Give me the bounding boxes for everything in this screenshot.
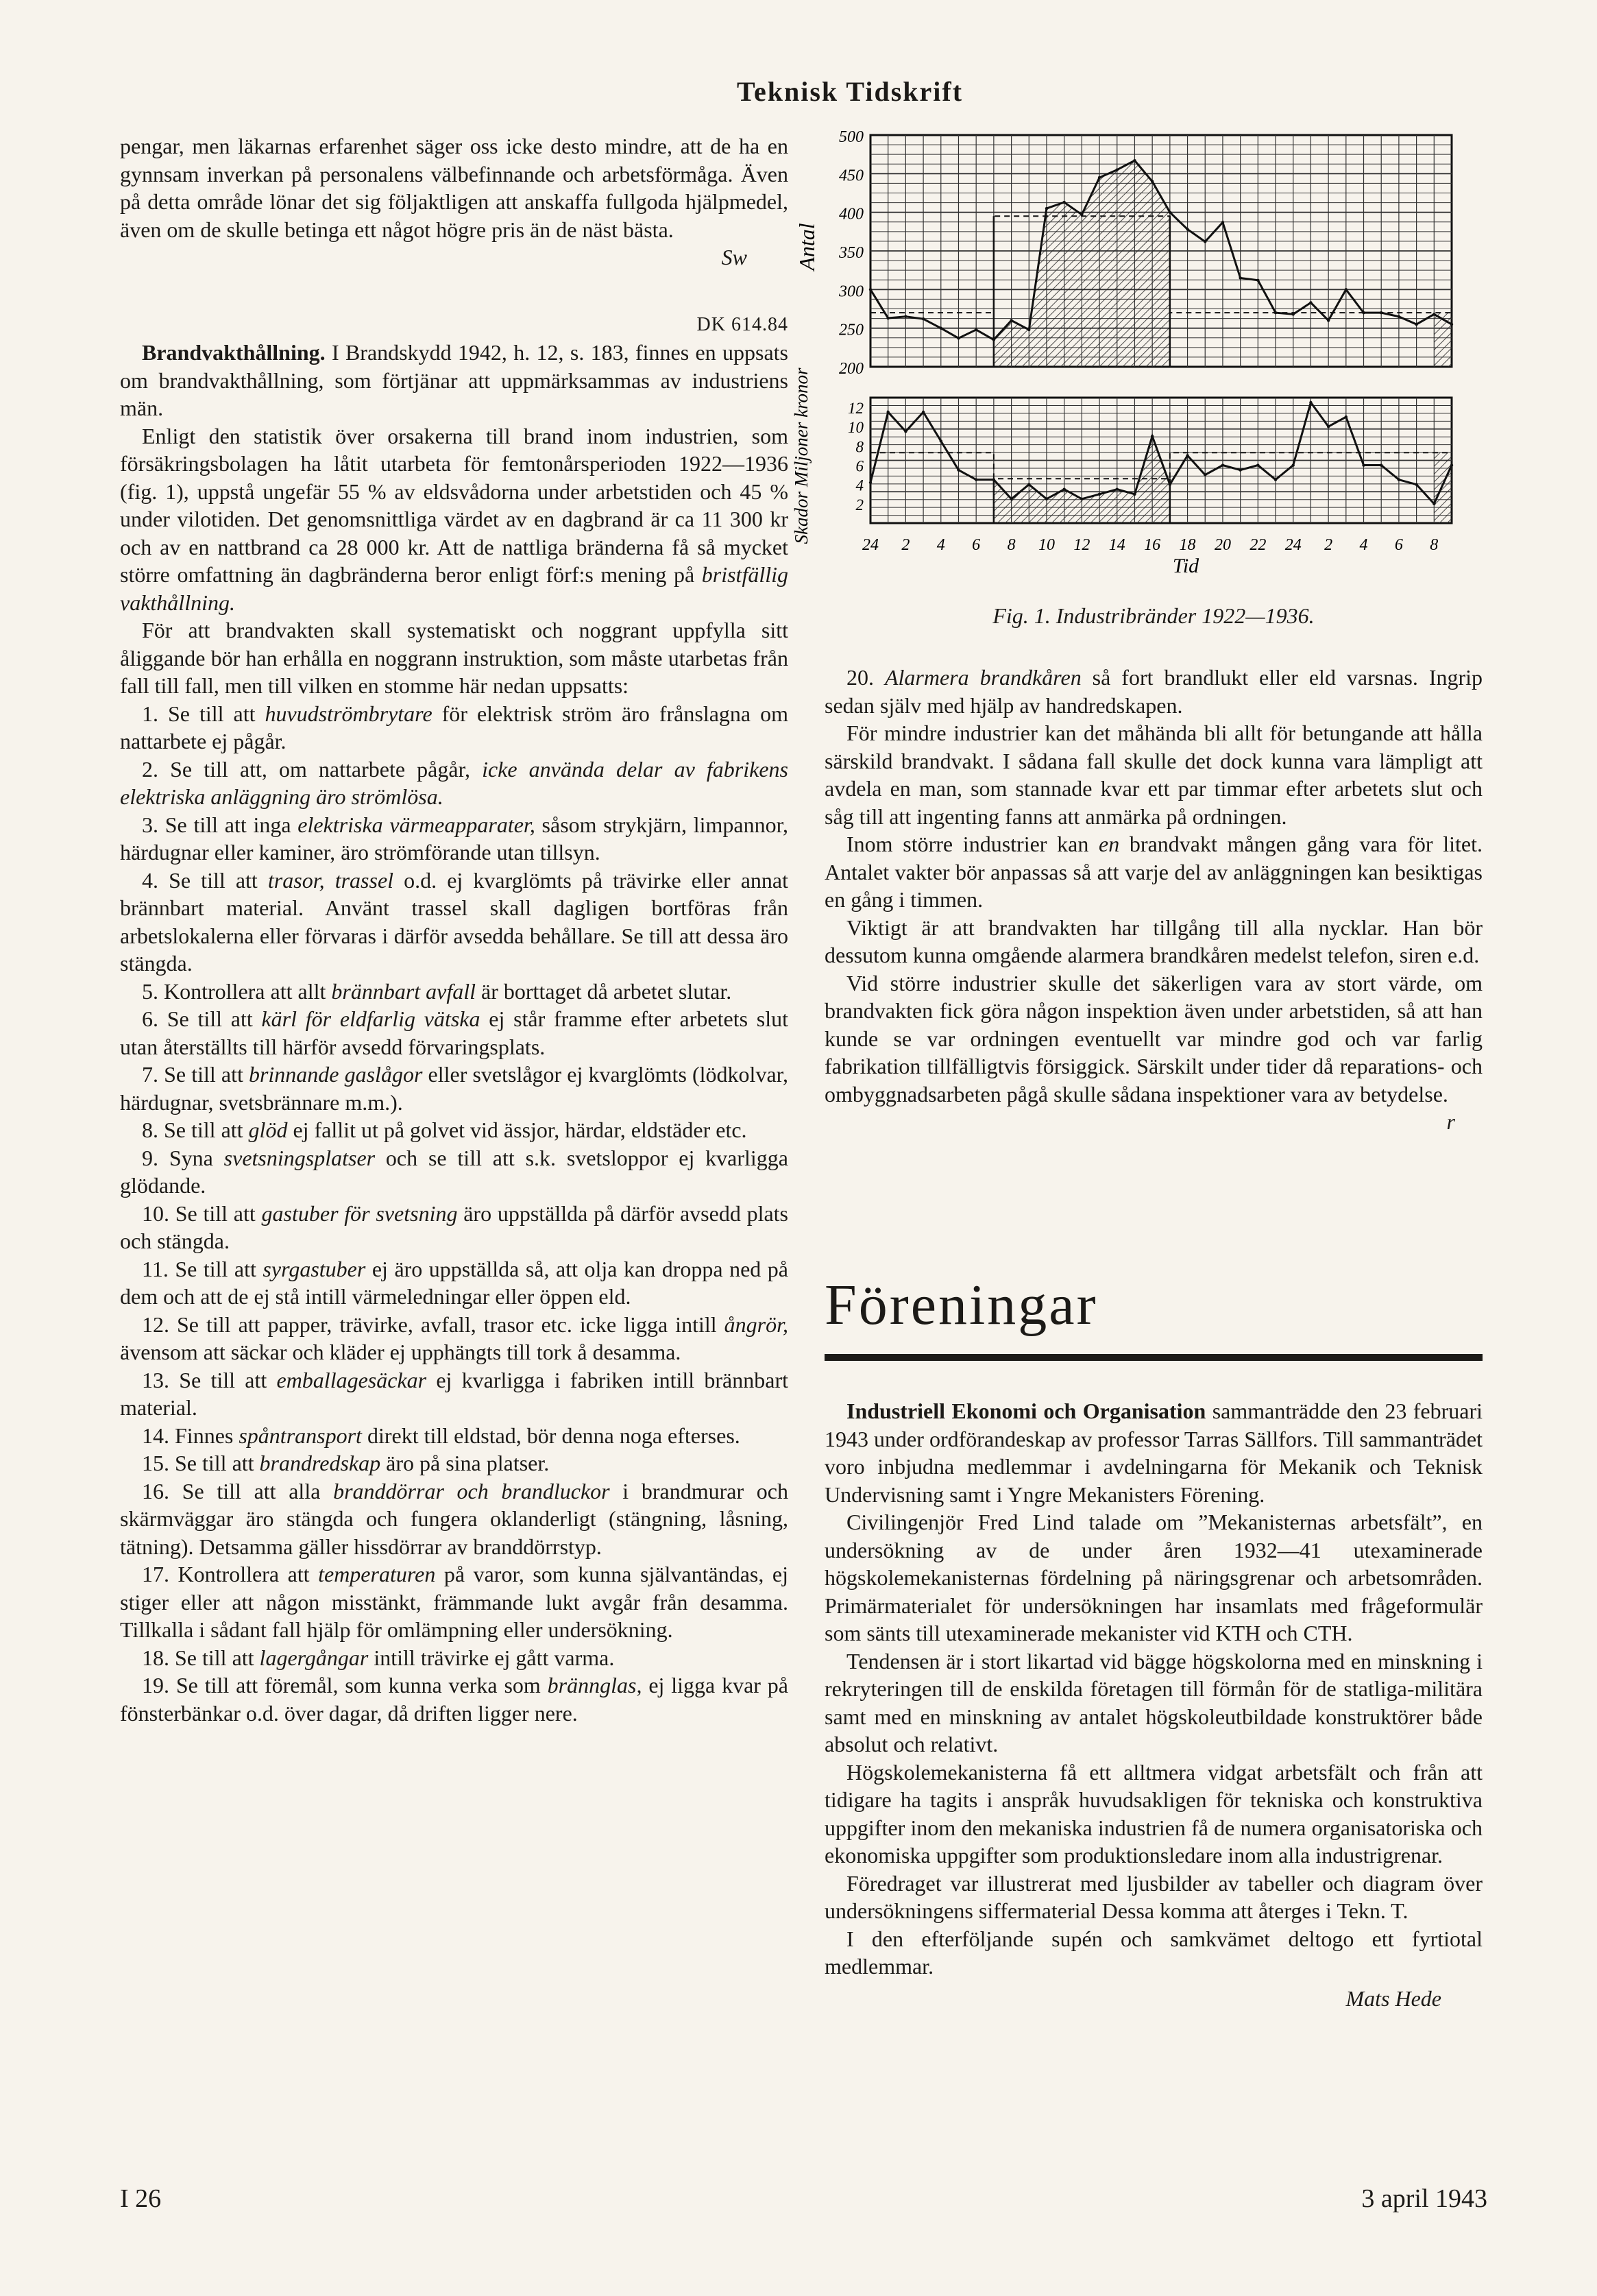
instruction-item-text-end: så fort brandlukt eller eld varsnas. Ingrip sedan själv med hjälp av handredskapen. (825, 665, 1483, 718)
upper-panel-point (1292, 313, 1295, 315)
instruction-item-emphasis: branddörrar och brandluckor (333, 1478, 610, 1503)
instruction-item-emphasis: brännglas, (547, 1673, 642, 1697)
instruction-item-text-end: ej fallit ut på golvet vid ässjor, härdar, eldstäder etc. (287, 1117, 747, 1142)
instruction-item (120, 700, 788, 756)
upper-panel-point (1362, 311, 1365, 314)
upper-panel-point (957, 337, 960, 339)
right-column (825, 664, 1483, 1136)
issue-date: 3 april 1943 (1361, 2184, 1487, 2213)
lower-panel-point (1239, 468, 1241, 471)
instruction-item-text: 10. Se till att (142, 1200, 262, 1226)
upper-panel-point (975, 328, 977, 331)
upper-y-tick-label: 400 (839, 205, 864, 223)
upper-panel-point (1327, 319, 1330, 322)
upper-panel-point (1380, 311, 1382, 314)
upper-panel-point (869, 288, 872, 291)
upper-panel-point (1309, 301, 1312, 304)
lower-panel-point (1309, 401, 1312, 404)
meeting-paragraph (825, 1397, 1483, 1508)
instruction-item-emphasis: kärl för eldfarlig vätska (261, 1006, 480, 1031)
instruction-item-text: 17. Kontrollera att (142, 1562, 319, 1586)
instruction-item-text: 14. Finnes (142, 1423, 239, 1448)
x-tick-label: 6 (1394, 536, 1403, 554)
instruction-item-emphasis: temperaturen (318, 1562, 436, 1586)
instruction-item-emphasis: ångrör, (724, 1312, 788, 1337)
lower-panel-point (1080, 498, 1083, 500)
upper-panel-point (886, 317, 889, 319)
lower-panel-point (1045, 498, 1048, 500)
fire-statistics-chart (788, 127, 1487, 579)
x-tick-label: 8 (1430, 536, 1439, 554)
instruction-item-emphasis: gastuber för svetsning (261, 1200, 458, 1226)
instruction-item-text: 4. Se till att (142, 867, 268, 893)
upper-panel-point (1415, 323, 1417, 326)
upper-panel-point (1345, 288, 1348, 291)
instruction-item-text-end: äro uppställda på därför avsedd plats och stängda. (120, 1200, 789, 1253)
lower-panel-point (992, 478, 995, 481)
keys-paragraph: Viktigt är att brandvakten har tillgång till alla nycklar. Han bör dessutom kunna omgående alarmera brandkåren medelst telefon, siren e.d. (825, 915, 1483, 967)
lower-panel-point (957, 468, 960, 471)
instruction-item-text-end: är borttaget då arbetet slutar. (476, 978, 732, 1004)
lower-panel-point (904, 430, 907, 433)
article-intro-paragraph (120, 339, 788, 422)
instruction-item-emphasis: Alarmera brandkåren (884, 665, 1082, 690)
instruction-item-emphasis: emballagesäckar (276, 1367, 427, 1392)
instruction-item-text-end: eller svetslågor ej kvarglömts (lödkolvar, härdugnar, svetsbrännare m.m.). (120, 1062, 789, 1115)
intro-paragraph: pengar, men läkarnas erfarenhet säger oss icke desto mindre, att de ha en gynnsam inverkan på personalens välbefinnande och arbetsförmåga. Även på detta område lönar det sig följaktligen att anskaffa fullgoda hjälpmedel, även om de skulle betinga ett något högre pris än de näst bästa. (120, 134, 788, 242)
instruction-item-text-end: ej äro uppställda så, att olja kan droppa ned på dem och att de ej stå intill värmeledningar eller öppen eld. (120, 1256, 789, 1309)
instruction-item-emphasis: brännbart avfall (331, 978, 476, 1004)
lower-panel-point (1450, 463, 1453, 466)
field-paragraph: Högskolemekanisterna få ett alltmera vidgat arbetsfält och från att tidigare ha tagits i anspråk huvudsakligen för tekniska och konstruktiva uppgifter inom den mekaniska industrien få de numera organisatoriska och ekonomiska uppgifter som produktionsledare inom alla industrigrenar. (825, 1759, 1483, 1868)
instruction-item-text: 8. Se till att (142, 1117, 249, 1142)
left-column (120, 132, 788, 1727)
instruction-item-emphasis: svetsningsplatser (223, 1145, 376, 1170)
section-title: Föreningar (825, 1273, 1098, 1337)
x-tick-label: 20 (1214, 536, 1231, 554)
instruction-list-continued (825, 664, 1483, 719)
lower-panel-point (940, 439, 942, 442)
instruction-item-emphasis: glöd (248, 1117, 288, 1142)
x-tick-label: 12 (1073, 536, 1090, 554)
x-tick-label: 2 (901, 536, 910, 554)
lower-panel-point (1221, 463, 1224, 466)
organisation-name: Industriell Ekonomi och Organisation (846, 1399, 1206, 1423)
x-tick-label: 22 (1249, 536, 1267, 554)
x-tick-label: 6 (972, 536, 981, 554)
x-tick-label: 24 (1284, 536, 1302, 554)
upper-panel-point (1116, 169, 1119, 171)
instruction-item-text: 3. Se till att inga (142, 812, 298, 837)
instruction-item (120, 1644, 788, 1672)
instruction-item-text: 18. Se till att (142, 1645, 260, 1670)
instruction-item-emphasis: brandredskap (259, 1451, 381, 1475)
upper-panel-point (1398, 315, 1400, 318)
lower-panel-point (1133, 493, 1136, 496)
upper-y-tick-label: 350 (839, 244, 864, 262)
lower-panel-point (1098, 493, 1101, 496)
lower-panel-point (1151, 435, 1154, 437)
instruction-item-text-end: ävensom att säckar och kläder ej upphängts till tork å desamma. (120, 1340, 681, 1364)
instruction-item (120, 811, 788, 867)
instruction-item-text: 2. Se till att, om nattarbete pågår, (142, 756, 483, 782)
small-industry-paragraph: För mindre industrier kan det måhända bli allt för betungande att hålla särskild brandvakt. I sådana fall skulle det dock kunna vara lämpligt att avdela en man, som stannade kvar ett par timmar efter arbetets slut och såg till att ingenting fanns att anmärka på ordningen. (825, 721, 1483, 829)
instruction-list (120, 700, 788, 1728)
large-industry-paragraph (825, 830, 1483, 914)
upper-panel-point (940, 326, 942, 329)
lower-panel-point (1398, 478, 1400, 481)
upper-panel-point (1062, 201, 1065, 204)
upper-panel-point (1027, 328, 1030, 331)
large-industry-emphasis: en (1099, 832, 1120, 856)
instruction-item-text-end: i brandmurar och skärmväggar äro stängda och fungera oklanderligt (stängning, låsning, tätning). Detsamma gäller hissdörrar av branddörrstyp. (120, 1478, 789, 1559)
instruction-item (120, 1449, 788, 1477)
instruction-item-text: 6. Se till att (142, 1006, 262, 1031)
figure-caption: Fig. 1. Industribränder 1922—1936. (992, 603, 1315, 628)
lower-panel-point (1380, 463, 1382, 466)
article-intro-text: I Brandskydd 1942, h. 12, s. 183, finnes en uppsats om brandvakthållning, som förtjänar att uppmärksammas av industriens män. (120, 340, 788, 420)
lower-y-tick-label: 8 (855, 438, 864, 456)
tendency-paragraph: Tendensen är i stort likartad vid bägge högskolorna med en minskning i rekryteringen till de enskilda företagen till förmån för de statliga-militära samt med en minskning av antalet högskoleutbildade konstruktörer både absolut och relativt. (825, 1648, 1483, 1756)
x-tick-label: 14 (1108, 536, 1125, 554)
instruction-item-text-end: intill trävirke ej gått varma. (368, 1645, 615, 1670)
x-tick-label: 10 (1038, 536, 1055, 554)
upper-panel-point (1133, 159, 1136, 162)
instruction-item (120, 867, 788, 978)
instruction-item (120, 1560, 788, 1644)
upper-panel-point (1221, 221, 1224, 223)
instruction-item-text-end: o.d. ej kvarglömts på trävirke eller annat brännbart material. Använt trassel skall dagligen bortföras från arbetslokalerna eller förvaras i därför avsedda behållare. Se till att dessa äro stängda. (120, 867, 789, 976)
slides-paragraph: Föredraget var illustrerat med ljusbilder av tabeller och diagram över undersökningens siffermaterial Dessa komma att återges i Tekn. T. (825, 1870, 1483, 1923)
x-tick-label: 8 (1007, 536, 1016, 554)
upper-panel-point (904, 315, 907, 318)
foreningar-column (825, 1397, 1483, 2012)
upper-y-tick-label: 200 (839, 360, 864, 378)
x-tick-label: 24 (862, 536, 879, 554)
instruction-item-text-end: ej kvarligga i fabriken intill brännbart material. (120, 1367, 788, 1420)
upper-y-axis-label: Antal (794, 223, 819, 271)
upper-panel-point (1186, 228, 1188, 230)
lower-panel-point (1062, 488, 1065, 491)
upper-panel-point (1256, 279, 1259, 282)
lower-panel-point (1327, 425, 1330, 428)
upper-y-tick-label: 250 (839, 321, 864, 339)
lower-panel-point (1204, 473, 1206, 476)
instruction-item-text-end: ej ligga kvar på fönsterbänkar o.d. över dagar, då driften ligger nere. (120, 1673, 789, 1726)
statistics-text: Enligt den statistik över orsakerna till brand inom industrien, som försäkringsbolagen ha låtit utarbeta för femtonårsperioden 1922—1936 (fig. 1), uppstå ungefär 55 % av eldsvådorna under arbetstiden och 45 % under vilotiden. Det genomsnittliga värdet av en dagbrand är ca 11 300 kr och av en nattbrand ca 28 000 kr. Att de nattliga bränderna få så mycket större omfattning än dagbränderna beror enligt förf:s mening på (120, 423, 788, 587)
inspection-text: Vid större industrier skulle det säkerligen vara av stort värde, om brandvakten fick göra någon inspektion även under arbetstiden, så att han kunde se var ordningen eventuellt var mindre god och var farlig fabrikation tillfälligtvis försiggick. Särskilt under tider då reparations- och ombyggnadsarbeten pågå skulle sådana inspektioner vara av betydelse. (825, 970, 1483, 1107)
instruction-item-text: 5. Kontrollera att allt (142, 978, 332, 1004)
instruction-item-text-end: ej står framme efter arbetets slut utan återställts till härför avsedd förvaringsplats. (120, 1006, 789, 1059)
upper-panel-point (1098, 176, 1101, 179)
instruction-item-text: 11. Se till att (142, 1256, 263, 1281)
instruction-item-text: 1. Se till att (142, 701, 265, 726)
instruction-item-text-end: på varor, som kunna självantändas, ej stiger eller att någon misstänkt, främmande lukt avgår från desamma. Tillkalla i sådant fall hjälp för omlämpning eller undersökning. (120, 1562, 788, 1642)
lower-panel-point (1186, 454, 1188, 457)
instruction-item (120, 1255, 788, 1311)
upper-panel-point (1045, 207, 1048, 210)
instruction-item-text: 7. Se till att (142, 1062, 249, 1087)
x-tick-label: 4 (1359, 536, 1368, 554)
intro-signature: Sw (721, 245, 747, 269)
x-axis-label: Tid (1172, 555, 1199, 577)
instruction-item (120, 1061, 788, 1116)
lower-y-axis-label (791, 367, 812, 544)
lower-panel-point (869, 481, 872, 484)
x-tick-label: 4 (936, 536, 945, 554)
instruction-item-text-end: och se till att s.k. svetsloppor ej kvarligga glödande. (120, 1145, 789, 1198)
instruction-item-text: 13. Se till att (142, 1367, 277, 1392)
instruction-item (120, 1671, 788, 1727)
supper-paragraph: I den efterföljande supén och samkvämet deltogo ett fyrtiotal medlemmar. (825, 1926, 1483, 1979)
lower-panel-point (1433, 503, 1435, 505)
upper-panel-point (992, 338, 995, 341)
instruction-item (120, 1200, 788, 1255)
instruction-item-emphasis: icke använda delar av fabrikens elektriska anläggning äro strömlösa. (120, 756, 789, 809)
lower-panel-point (1169, 483, 1171, 485)
lower-y-tick-label: 12 (848, 400, 864, 418)
lower-panel-point (886, 411, 889, 413)
lower-y-tick-label: 4 (855, 476, 864, 494)
upper-panel-point (1450, 323, 1453, 326)
instruction-item (120, 1422, 788, 1450)
large-industry-text: Inom större industrier kan (846, 832, 1099, 856)
meeting-text: sammanträdde den 23 februari 1943 under ordförandeskap av professor Tarras Sällfors. Till sammanträdet voro inbjudna medlemmar i avdelningarna för Mekanik och Teknisk Undervisning samt i Yngre Mekanisters Förening. (825, 1399, 1483, 1507)
upper-panel-point (1169, 210, 1171, 213)
instruction-item-text-end: för elektrisk ström äro frånslagna om nattarbete ej pågår. (120, 701, 788, 753)
instruction-item-text: 16. Se till att alla (142, 1478, 334, 1503)
running-header (0, 75, 1597, 108)
large-industry-text-end: brandvakt mången gång vara för litet. Antalet vakter bör anpassas så att varje del av anläggningen kan besiktigas en gång i timmen. (825, 832, 1483, 912)
statistics-paragraph (120, 422, 788, 617)
instruction-item (120, 1477, 788, 1561)
foreningar-signature: Mats Hede (1345, 1985, 1441, 2011)
instruction-item-text: 15. Se till att (142, 1451, 260, 1475)
x-tick-label: 2 (1324, 536, 1333, 554)
upper-panel-point (1080, 213, 1083, 216)
upper-panel-point (922, 317, 925, 320)
inspection-paragraph (825, 969, 1483, 1134)
instruction-item-emphasis: elektriska värmeapparater, (297, 812, 535, 837)
lower-panel-point (1415, 483, 1417, 485)
instruction-item-text-end: direkt till eldstad, bör denna noga efterses. (361, 1423, 740, 1448)
lower-panel-point (922, 411, 925, 413)
instruction-item (120, 1144, 788, 1200)
article-title: Brandvakthållning. (142, 340, 326, 365)
instruction-item-emphasis: syrgastuber (263, 1256, 366, 1281)
section-rule (825, 1354, 1483, 1361)
instruction-item-text: 20. (846, 665, 885, 690)
upper-panel-point (1433, 313, 1435, 315)
dk-classification: DK 614.84 (696, 313, 788, 335)
upper-panel-point (1204, 240, 1206, 243)
instruction-item (120, 1311, 788, 1366)
lower-panel-point (1010, 498, 1012, 500)
instruction-item (120, 1116, 788, 1144)
instruction-item-text-end: äro på sina platser. (380, 1451, 550, 1475)
upper-panel-point (1274, 311, 1277, 314)
instruction-item (120, 756, 788, 811)
lower-y-tick-label: 2 (855, 496, 864, 513)
instruction-item (825, 664, 1483, 719)
lower-panel-point (1116, 488, 1119, 491)
instruction-item-emphasis: spåntransport (239, 1423, 362, 1448)
upper-y-tick-label: 300 (839, 282, 864, 301)
instruction-item (120, 1005, 788, 1061)
instruction-item-text-end: såsom strykjärn, limpannor, härdugnar eller kaminer, äro strömförande utan tillsyn. (120, 812, 789, 865)
lower-panel-point (975, 478, 977, 481)
lower-panel-point (1256, 463, 1259, 466)
upper-panel-point (1151, 180, 1154, 182)
inspection-signature: r (1446, 1109, 1455, 1134)
lower-panel-point (1345, 415, 1348, 418)
instruction-item-emphasis: brinnande gaslågor (248, 1062, 423, 1087)
lower-panel-edge-area (1434, 452, 1452, 523)
instruction-item-emphasis: lagergångar (259, 1645, 369, 1670)
upper-y-tick-label: 450 (839, 167, 864, 185)
statistics-emphasis: bristfällig vakthållning. (120, 562, 788, 615)
upper-y-tick-label: 500 (839, 128, 864, 146)
lower-y-axis-label-text: Skador Miljoner kronor (791, 367, 812, 544)
upper-panel-point (1239, 276, 1241, 279)
instruction-item-emphasis: trasor, trassel (267, 867, 394, 893)
lower-y-tick-label: 6 (855, 457, 864, 475)
x-tick-label: 18 (1179, 536, 1196, 554)
instruction-item-emphasis: huvudströmbrytare (265, 701, 432, 726)
lower-panel-point (1274, 478, 1277, 481)
lower-y-tick-label: 10 (848, 419, 864, 437)
x-tick-label: 16 (1144, 536, 1161, 554)
lower-panel-point (1027, 483, 1030, 485)
lecture-paragraph: Civilingenjör Fred Lind talade om ”Mekanisternas arbetsfält”, en undersökning av de under åren 1932—41 utexaminerade högskolemekanisternas fördelning på näringsgrenar och arbetsområden. Primärmaterialet för undersökningen har insamlats med frågeformulär som sänts till utexaminerade mekanister vid KTH och CTH. (825, 1510, 1483, 1645)
instruction-item-text: 19. Se till att föremål, som kunna verka som (142, 1673, 548, 1697)
upper-panel-point (1010, 319, 1012, 322)
instruction-item-text: 9. Syna (142, 1145, 224, 1170)
upper-panel-edge-area (1434, 313, 1452, 367)
instruction-item (120, 1366, 788, 1422)
instruction-paragraph: För att brandvakten skall systematiskt och noggrant uppfylla sitt åliggande bör han erhålla en noggrann instruktion, som måste utarbetas från fall till fall, men till vilken en stomme här nedan uppsatts: (120, 618, 788, 698)
running-title: Teknisk Tidskrift (736, 76, 964, 107)
page-number: I 26 (120, 2184, 162, 2213)
instruction-item (120, 978, 788, 1006)
lower-panel-point (1292, 463, 1295, 466)
lower-panel-point (1362, 463, 1365, 466)
instruction-item-text: 12. Se till att papper, trävirke, avfall, trasor etc. icke ligga intill (142, 1312, 724, 1337)
